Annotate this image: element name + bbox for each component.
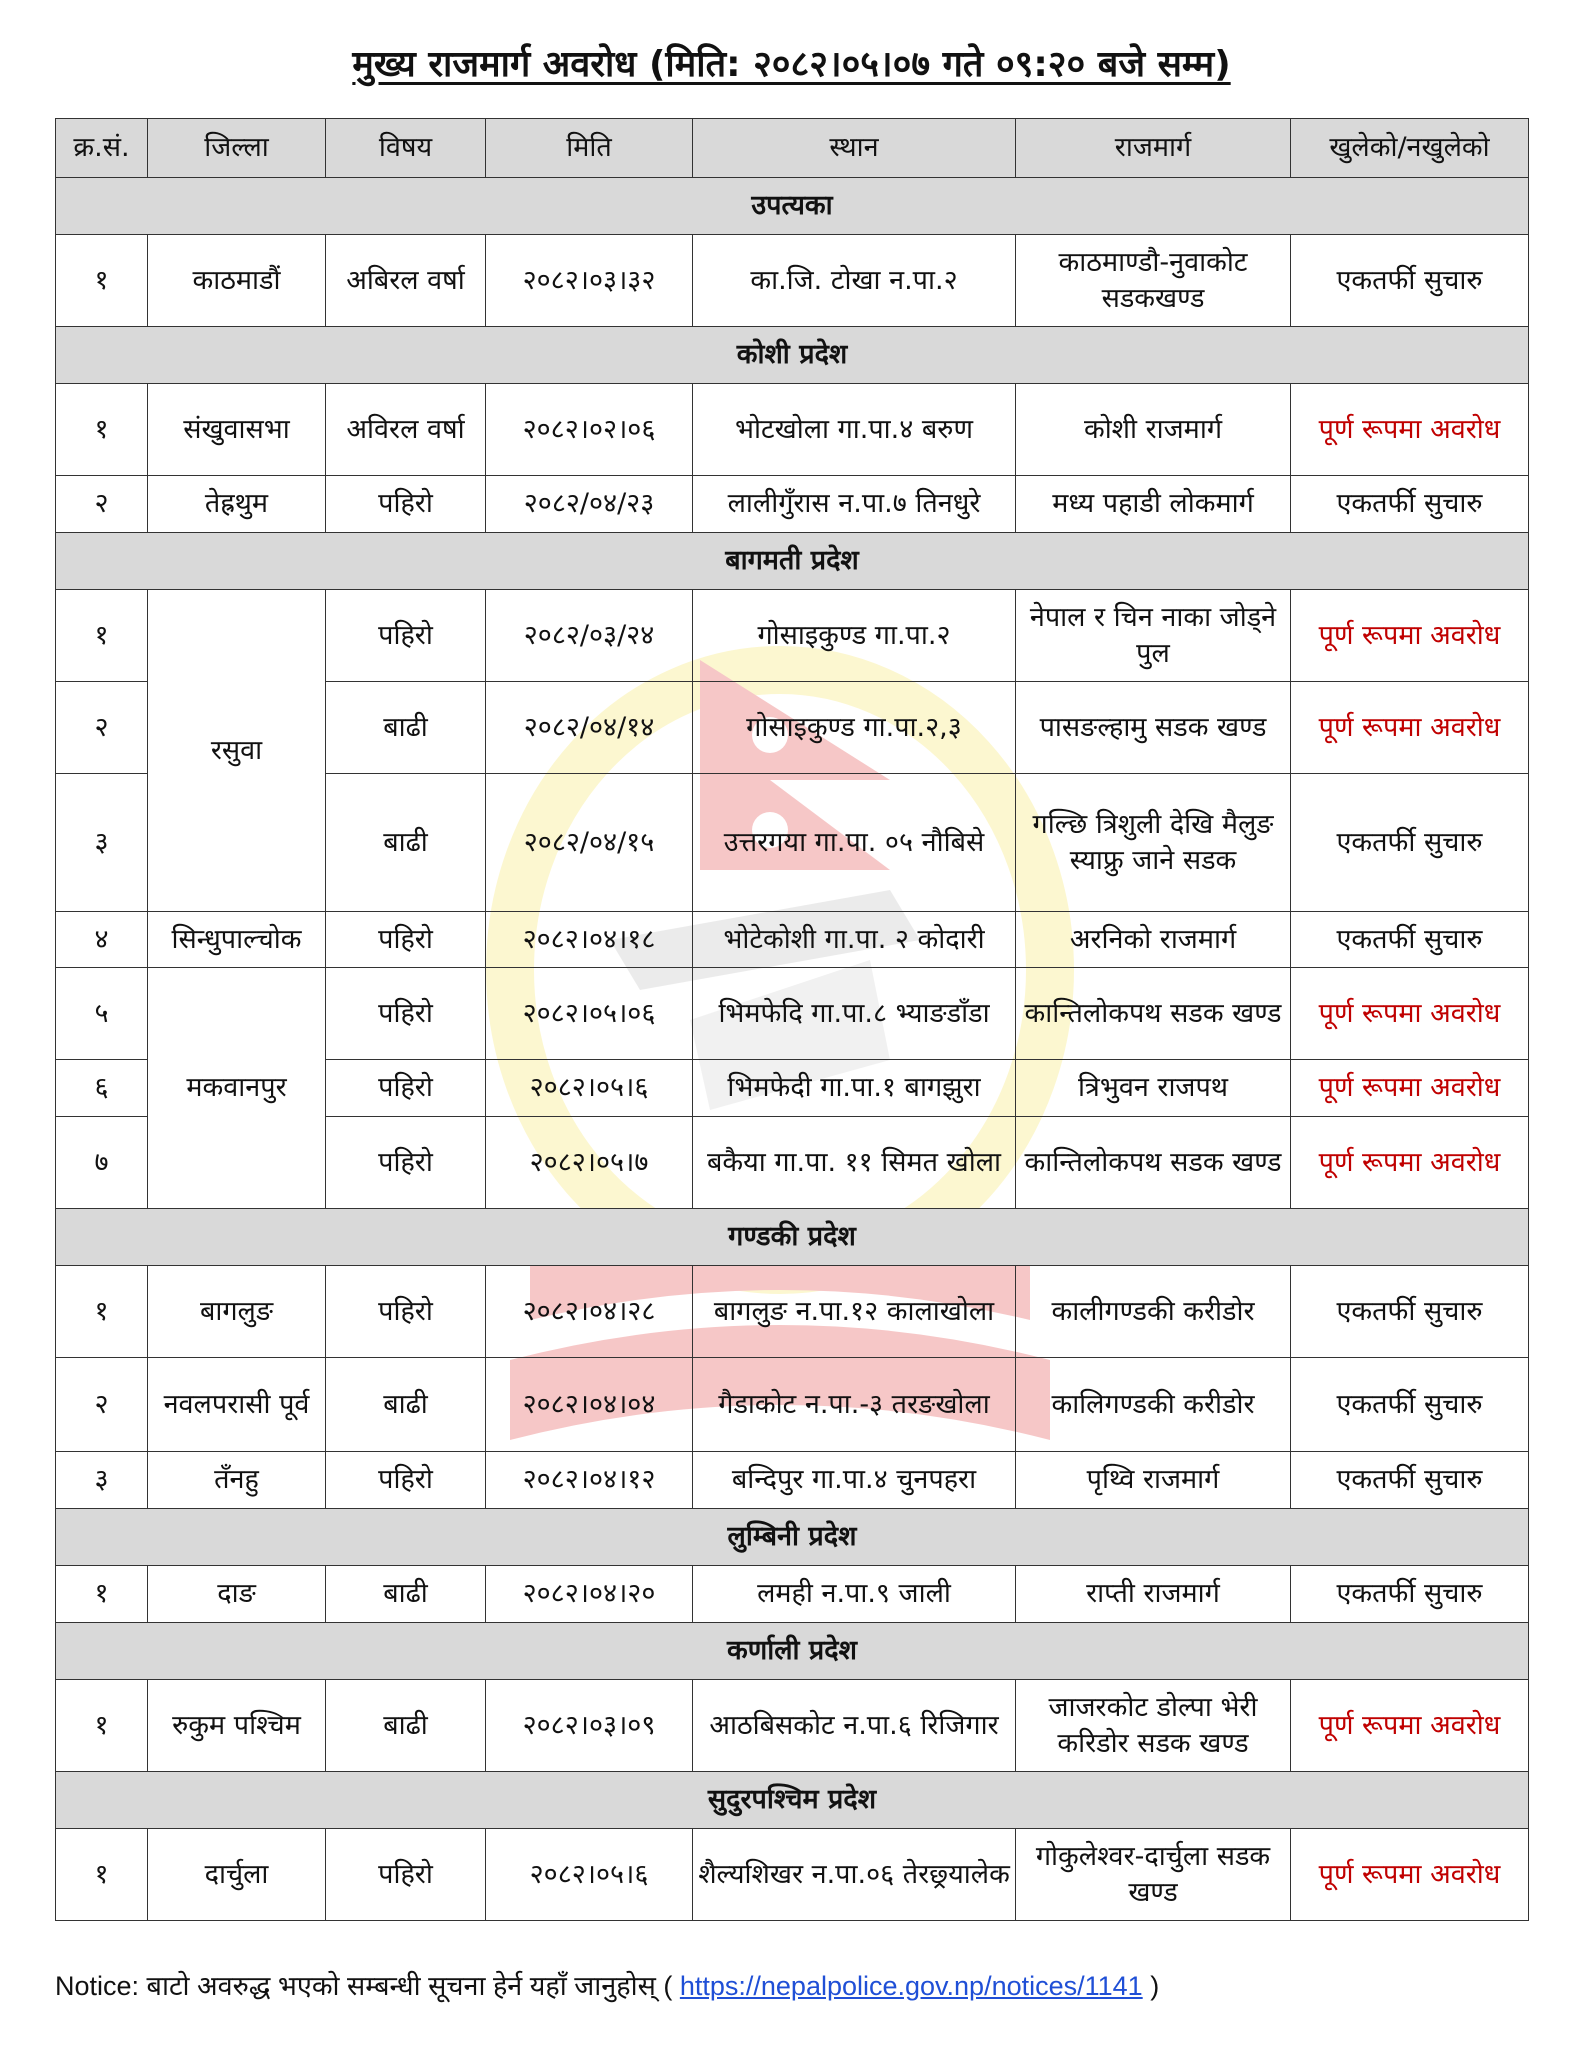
cell-subject: पहिरो [326, 1452, 486, 1509]
cell-date: २०८२/०४/२३ [486, 476, 693, 533]
table-row [56, 912, 1529, 968]
notice-link[interactable]: https://nepalpolice.gov.np/notices/1141 [679, 1971, 1143, 2001]
cell-subject: बाढी [326, 1566, 486, 1623]
cell-place: बागलुङ न.पा.१२ कालाखोला [693, 1266, 1016, 1358]
cell-date: २०८२।०४।२० [486, 1566, 693, 1623]
section-row [56, 1772, 1529, 1829]
cell-place: का.जि. टोखा न.पा.२ [693, 235, 1016, 327]
cell-sn: २ [56, 1358, 148, 1452]
cell-status: पूर्ण रूपमा अवरोध [1291, 1680, 1529, 1772]
cell-district: संखुवासभा [148, 384, 326, 476]
cell-date: २०८२।०४।२८ [486, 1266, 693, 1358]
cell-place: बन्दिपुर गा.पा.४ चुनपहरा [693, 1452, 1016, 1509]
table-row [56, 1358, 1529, 1452]
table-row [56, 235, 1529, 327]
table-row [56, 590, 1529, 682]
cell-sn: ६ [56, 1060, 148, 1117]
cell-sn: १ [56, 235, 148, 327]
col-header-sn: क्र.सं. [56, 119, 148, 178]
table-row [56, 1829, 1529, 1921]
cell-place: भोटखोला गा.पा.४ बरुण [693, 384, 1016, 476]
notice-suffix: ) [1142, 1971, 1160, 2001]
cell-district: काठमाडौं [148, 235, 326, 327]
cell-date: २०८२।०४।०४ [486, 1358, 693, 1452]
cell-district: तेह्रथुम [148, 476, 326, 533]
cell-status: एकतर्फी सुचारु [1291, 1566, 1529, 1623]
table-row [56, 384, 1529, 476]
section-title: उपत्यका [56, 178, 1529, 235]
cell-date: २०८२।०३।०९ [486, 1680, 693, 1772]
table-row [56, 476, 1529, 533]
cell-date: २०८२।०५।७ [486, 1117, 693, 1209]
cell-highway: पृथ्वि राजमार्ग [1016, 1452, 1291, 1509]
cell-status: पूर्ण रूपमा अवरोध [1291, 1829, 1529, 1921]
cell-sn: १ [56, 1266, 148, 1358]
cell-subject: बाढी [326, 1358, 486, 1452]
cell-status: एकतर्फी सुचारु [1291, 1266, 1529, 1358]
cell-highway: कोशी राजमार्ग [1016, 384, 1291, 476]
cell-sn: २ [56, 476, 148, 533]
table-header-row [56, 119, 1529, 178]
table-row [56, 1266, 1529, 1358]
cell-highway: कालिगण्डकी करीडोर [1016, 1358, 1291, 1452]
cell-status: पूर्ण रूपमा अवरोध [1291, 384, 1529, 476]
cell-date: २०८२।०५।६ [486, 1829, 693, 1921]
cell-sn: १ [56, 590, 148, 682]
cell-status: एकतर्फी सुचारु [1291, 774, 1529, 912]
section-row [56, 178, 1529, 235]
cell-district: बागलुङ [148, 1266, 326, 1358]
cell-sn: ३ [56, 774, 148, 912]
cell-highway: काठमाण्डौ-नुवाकोट सडकखण्ड [1016, 235, 1291, 327]
cell-date: २०८२।०४।१२ [486, 1452, 693, 1509]
cell-date: २०८२/०३/२४ [486, 590, 693, 682]
table-row [56, 1566, 1529, 1623]
section-title: लुम्बिनी प्रदेश [56, 1509, 1529, 1566]
cell-date: २०८२/०४/१४ [486, 682, 693, 774]
cell-place: भिमफेदि गा.पा.८ भ्याङडाँडा [693, 968, 1016, 1060]
cell-sn: १ [56, 1680, 148, 1772]
section-row [56, 1509, 1529, 1566]
cell-highway: कान्तिलोकपथ सडक खण्ड [1016, 968, 1291, 1060]
cell-place: उत्तरगया गा.पा. ०५ नौबिसे [693, 774, 1016, 912]
section-title: कर्णाली प्रदेश [56, 1623, 1529, 1680]
col-header-place: स्थान [693, 119, 1016, 178]
cell-place: गोसाइकुण्ड गा.पा.२ [693, 590, 1016, 682]
cell-sn: १ [56, 1566, 148, 1623]
cell-sn: २ [56, 682, 148, 774]
cell-district: तँनहु [148, 1452, 326, 1509]
col-header-subject: विषय [326, 119, 486, 178]
cell-status: एकतर्फी सुचारु [1291, 476, 1529, 533]
col-header-status: खुलेको/नखुलेको [1291, 119, 1529, 178]
cell-date: २०८२/०४/१५ [486, 774, 693, 912]
cell-subject: पहिरो [326, 1060, 486, 1117]
cell-subject: पहिरो [326, 590, 486, 682]
cell-status: एकतर्फी सुचारु [1291, 235, 1529, 327]
cell-sn: ३ [56, 1452, 148, 1509]
cell-status: एकतर्फी सुचारु [1291, 912, 1529, 968]
cell-district: रसुवा [148, 590, 326, 912]
col-header-district: जिल्ला [148, 119, 326, 178]
cell-place: भोटेकोशी गा.पा. २ कोदारी [693, 912, 1016, 968]
cell-subject: अबिरल वर्षा [326, 235, 486, 327]
cell-status: पूर्ण रूपमा अवरोध [1291, 1117, 1529, 1209]
section-row [56, 533, 1529, 590]
cell-district: दार्चुला [148, 1829, 326, 1921]
cell-status: पूर्ण रूपमा अवरोध [1291, 682, 1529, 774]
cell-highway: मध्य पहाडी लोकमार्ग [1016, 476, 1291, 533]
cell-district: दाङ [148, 1566, 326, 1623]
cell-sn: ४ [56, 912, 148, 968]
cell-date: २०८२।०५।०६ [486, 968, 693, 1060]
cell-sn: ५ [56, 968, 148, 1060]
cell-highway: पासङल्हामु सडक खण्ड [1016, 682, 1291, 774]
section-title: बागमती प्रदेश [56, 533, 1529, 590]
cell-subject: पहिरो [326, 968, 486, 1060]
cell-district: सिन्धुपाल्चोक [148, 912, 326, 968]
cell-place: बकैया गा.पा. ११ सिमत खोला [693, 1117, 1016, 1209]
cell-highway: नेपाल र चिन नाका जोड्ने पुल [1016, 590, 1291, 682]
cell-district: नवलपरासी पूर्व [148, 1358, 326, 1452]
cell-subject: पहिरो [326, 1117, 486, 1209]
cell-subject: पहिरो [326, 476, 486, 533]
cell-place: शैल्यशिखर न.पा.०६ तेरछ्र्यालेक [693, 1829, 1016, 1921]
cell-sn: ७ [56, 1117, 148, 1209]
page-title: मुख्य राजमार्ग अवरोध (मिति: २०८२।०५।०७ गते ०९:२० बजे सम्म) [352, 44, 1231, 85]
section-title: गण्डकी प्रदेश [56, 1209, 1529, 1266]
cell-subject: बाढी [326, 682, 486, 774]
cell-status: पूर्ण रूपमा अवरोध [1291, 968, 1529, 1060]
cell-highway: जाजरकोट डोल्पा भेरी करिडोर सडक खण्ड [1016, 1680, 1291, 1772]
cell-status: पूर्ण रूपमा अवरोध [1291, 1060, 1529, 1117]
cell-sn: १ [56, 1829, 148, 1921]
cell-highway: त्रिभुवन राजपथ [1016, 1060, 1291, 1117]
col-header-date: मिति [486, 119, 693, 178]
cell-subject: बाढी [326, 1680, 486, 1772]
table-row [56, 968, 1529, 1060]
cell-district: रुकुम पश्चिम [148, 1680, 326, 1772]
cell-status: एकतर्फी सुचारु [1291, 1452, 1529, 1509]
cell-date: २०८२।०३।३२ [486, 235, 693, 327]
cell-date: २०८२।०२।०६ [486, 384, 693, 476]
cell-highway: राप्ती राजमार्ग [1016, 1566, 1291, 1623]
table-row [56, 1452, 1529, 1509]
cell-highway: अरनिको राजमार्ग [1016, 912, 1291, 968]
cell-place: भिमफेदी गा.पा.१ बागझुरा [693, 1060, 1016, 1117]
cell-subject: बाढी [326, 774, 486, 912]
cell-subject: पहिरो [326, 1266, 486, 1358]
notice-line [55, 1966, 1159, 2003]
cell-date: २०८२।०४।१८ [486, 912, 693, 968]
cell-highway: गल्छि त्रिशुली देखि मैलुङ स्याफ्रु जाने सडक [1016, 774, 1291, 912]
cell-subject: अविरल वर्षा [326, 384, 486, 476]
cell-district: मकवानपुर [148, 968, 326, 1209]
col-header-highway: राजमार्ग [1016, 119, 1291, 178]
cell-highway: गोकुलेश्वर-दार्चुला सडक खण्ड [1016, 1829, 1291, 1921]
cell-place: लालीगुँरास न.पा.७ तिनधुरे [693, 476, 1016, 533]
cell-subject: पहिरो [326, 1829, 486, 1921]
cell-place: गोसाइकुण्ड गा.पा.२,३ [693, 682, 1016, 774]
section-row [56, 1623, 1529, 1680]
cell-sn: १ [56, 384, 148, 476]
section-title: कोशी प्रदेश [56, 327, 1529, 384]
cell-date: २०८२।०५।६ [486, 1060, 693, 1117]
cell-subject: पहिरो [326, 912, 486, 968]
table-row [56, 1680, 1529, 1772]
cell-status: एकतर्फी सुचारु [1291, 1358, 1529, 1452]
cell-highway: कालीगण्डकी करीडोर [1016, 1266, 1291, 1358]
section-row [56, 1209, 1529, 1266]
section-row [56, 327, 1529, 384]
cell-place: गैडाकोट न.पा.-३ तरङखोला [693, 1358, 1016, 1452]
highway-obstruction-table [55, 118, 1529, 1921]
cell-status: पूर्ण रूपमा अवरोध [1291, 590, 1529, 682]
section-title: सुदुरपश्चिम प्रदेश [56, 1772, 1529, 1829]
notice-prefix: Notice: बाटो अवरुद्ध भएको सम्बन्धी सूचना हेर्न यहाँ जानुहोस् ( [55, 1971, 680, 2001]
cell-highway: कान्तिलोकपथ सडक खण्ड [1016, 1117, 1291, 1209]
cell-place: आठबिसकोट न.पा.६ रिजिगार [693, 1680, 1016, 1772]
cell-place: लमही न.पा.९ जाली [693, 1566, 1016, 1623]
